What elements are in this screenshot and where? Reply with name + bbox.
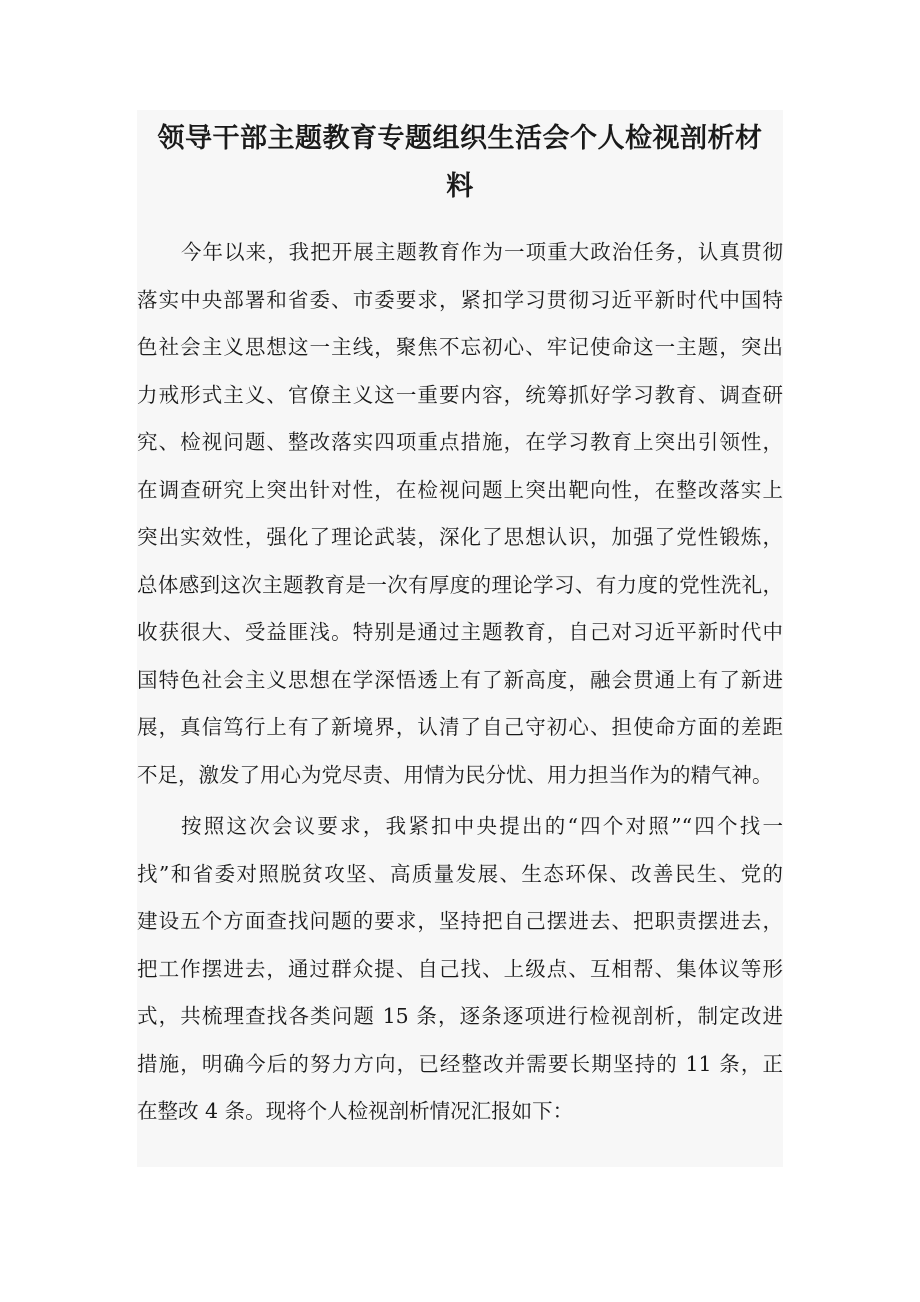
document-title-line-1: 领导干部主题教育专题组织生活会个人检视剖析材: [157, 123, 763, 154]
paragraph-line: 究、检视问题、整改落实四项重点措施，在学习教育上突出引领性，: [137, 430, 783, 454]
paragraph-line: 落实中央部署和省委、市委要求，紧扣学习贯彻习近平新时代中国特: [137, 287, 783, 312]
paragraph-line: 把工作摆进去，通过群众提、自己找、上级点、互相帮、集体议等形: [137, 956, 783, 981]
paragraph-line: 展，真信笃行上有了新境界，认清了自己守初心、担使命方面的差距: [137, 715, 783, 739]
paragraph-1: [137, 229, 783, 799]
paragraph-line: 措施，明确今后的努力方向，已经整改并需要长期坚持的 11 条，正: [137, 1051, 783, 1076]
paragraph-line: 不足，激发了用心为党尽责、用情为民分忧、用力担当作为的精气神。: [137, 762, 773, 787]
paragraph-line: 色社会主义思想这一主线，聚焦不忘初心、牢记使命这一主题，突出: [137, 335, 783, 359]
document-title-line-2: 料: [446, 171, 474, 202]
paragraph-line: 今年以来，我把开展主题教育作为一项重大政治任务，认真贯彻: [181, 240, 783, 264]
document-page: [137, 110, 783, 1167]
paragraph-line: 在整改 4 条。现将个人检视剖析情况汇报如下：: [137, 1099, 574, 1123]
paragraph-2: [137, 803, 783, 1136]
paragraph-line: 建设五个方面查找问题的要求，坚持把自己摆进去、把职责摆进去，: [137, 909, 783, 933]
paragraph-line: 国特色社会主义思想在学深悟透上有了新高度，融会贯通上有了新进: [137, 667, 783, 692]
paragraph-line: 按照这次会议要求，我紧扣中央提出的“四个对照”“四个找一: [181, 814, 783, 838]
paragraph-line: 在调查研究上突出针对性，在检视问题上突出靶向性，在整改落实上: [137, 477, 783, 502]
paragraph-line: 找”和省委对照脱贫攻坚、高质量发展、生态环保、改善民生、党的: [137, 861, 783, 886]
paragraph-line: 收获很大、受益匪浅。特别是通过主题教育，自己对习近平新时代中: [137, 620, 783, 644]
paragraph-line: 总体感到这次主题教育是一次有厚度的理论学习、有力度的党性洗礼，: [137, 572, 783, 597]
paragraph-line: 式，共梳理查找各类问题 15 条，逐条逐项进行检视剖析，制定改进: [137, 1004, 783, 1028]
paragraph-line: 突出实效性，强化了理论武装，深化了思想认识，加强了党性锻炼，: [137, 525, 783, 549]
paragraph-line: 力戒形式主义、官僚主义这一重要内容，统筹抓好学习教育、调查研: [137, 382, 783, 407]
